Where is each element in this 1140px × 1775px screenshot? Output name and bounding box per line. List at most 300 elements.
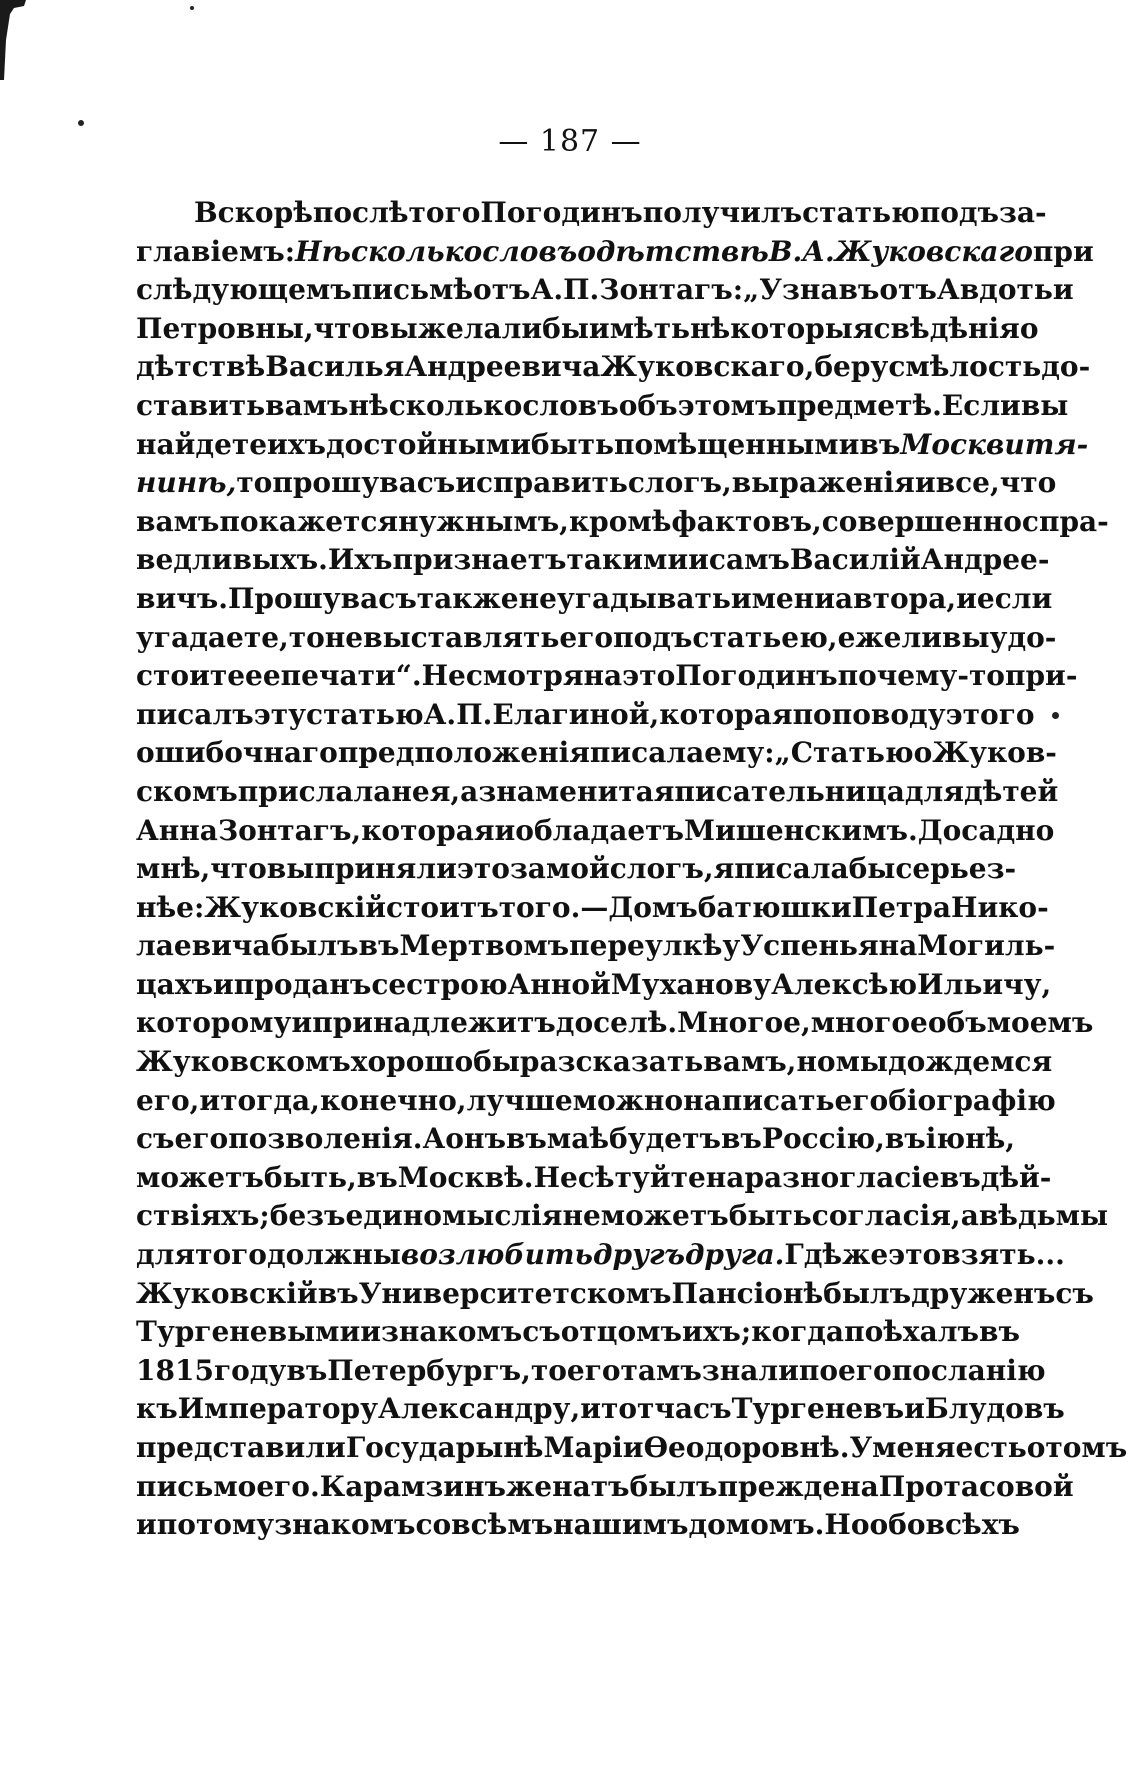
italic-word: друга. [684, 1238, 785, 1272]
word: что [999, 466, 1057, 500]
word: для [904, 774, 964, 808]
text-line [136, 1199, 1109, 1238]
scan-edge-mark [0, 0, 30, 80]
word: его [174, 1122, 229, 1156]
word: это [888, 1238, 942, 1272]
word: когда [751, 1315, 845, 1349]
word: васъ [340, 581, 417, 615]
word: серьез- [895, 852, 1017, 886]
word: къ [136, 1392, 178, 1426]
text-line [136, 350, 1091, 389]
italic-word: Нѣсколько [295, 234, 483, 268]
word: У [849, 1431, 873, 1464]
word: въ [720, 1122, 762, 1156]
word: дождемся [888, 1045, 1053, 1079]
word: Ихъ [327, 543, 393, 577]
word: въ [317, 1276, 359, 1310]
text-line [136, 813, 1055, 853]
word: Муханову [610, 967, 772, 1001]
word: поѣхалъ [844, 1315, 979, 1349]
word: письмо [136, 1469, 257, 1503]
word: Не [533, 1160, 578, 1194]
word: Мишенскимъ. [683, 813, 918, 847]
text-line [136, 1238, 1065, 1277]
word: о [913, 736, 933, 770]
word: по [798, 1353, 839, 1387]
word: мнѣ, [136, 852, 211, 886]
word: Жуков- [932, 736, 1057, 770]
text-line [136, 852, 1017, 891]
text-line [136, 620, 1057, 660]
word: тогда, [220, 1083, 320, 1117]
word: Василій [789, 543, 921, 577]
word: печати“. [280, 659, 422, 693]
word: безъ [269, 1199, 346, 1233]
text-line [136, 774, 1059, 814]
word: Анной [507, 967, 611, 1001]
word: объ [927, 1006, 987, 1040]
italic-word: В. [768, 234, 803, 268]
word: съ [1055, 1276, 1094, 1310]
word: Москвѣ. [397, 1160, 534, 1194]
word: батюшки [697, 890, 852, 924]
word: онъ [445, 1122, 506, 1156]
word: въ [939, 1160, 981, 1194]
word: за- [999, 196, 1047, 229]
word: это [456, 852, 510, 886]
word: имени [730, 581, 835, 615]
word: за [509, 852, 546, 886]
word: нѣкоторыя [690, 311, 874, 345]
word: въ [884, 1122, 926, 1156]
word: я [713, 852, 735, 886]
word: можно [572, 1083, 684, 1117]
word: того [408, 196, 481, 229]
word: А [422, 1122, 446, 1156]
word: о [1019, 311, 1039, 345]
word: его [566, 1353, 621, 1387]
word: я, [429, 774, 461, 808]
word: стоитъ [386, 890, 499, 924]
word: цахъ [136, 967, 213, 1001]
text-line [136, 1508, 1020, 1547]
word: тотчасъ [601, 1392, 732, 1426]
word: лаевича [136, 929, 271, 963]
word: Жуковскаго, [600, 350, 815, 384]
word: такими [566, 543, 689, 577]
word: совершенно [821, 504, 1022, 538]
word: Маріи [543, 1431, 644, 1464]
word: по [792, 697, 832, 731]
word: Андреевича [404, 350, 601, 384]
word: и [904, 1392, 925, 1426]
word: Успенья [740, 929, 879, 963]
word: и [914, 466, 936, 500]
text-line [136, 1006, 1094, 1045]
word: эту [253, 697, 307, 731]
word: ствіяхъ; [136, 1199, 270, 1233]
word: Гдѣ [784, 1238, 843, 1272]
body-text [136, 196, 1128, 1547]
word: если [976, 581, 1053, 615]
word: кромѣ [568, 504, 672, 538]
word: то [288, 620, 325, 654]
word: Многое, [677, 1006, 811, 1040]
word: на [583, 659, 623, 693]
word: предметѣ. [776, 388, 942, 422]
word: — [580, 890, 609, 924]
word: Могиль- [917, 929, 1056, 963]
word: а [460, 774, 479, 808]
word: не [391, 774, 430, 808]
word: въ [286, 1353, 328, 1387]
word: до- [1041, 350, 1091, 384]
word: ведливыхъ. [136, 543, 328, 577]
word: съ [136, 1122, 175, 1156]
word: что [210, 852, 267, 886]
word: ошибочнаго [136, 736, 338, 770]
word: также [416, 581, 519, 615]
text-line [136, 1160, 1052, 1200]
word: былъ [270, 929, 359, 963]
word: на [840, 1469, 879, 1503]
word: отъ [473, 273, 531, 307]
text-line [136, 196, 1047, 235]
word: не [324, 620, 364, 654]
text-line [136, 929, 1056, 968]
text-line [136, 1276, 1094, 1316]
word: почему-то [837, 659, 1005, 693]
word: статью [802, 196, 920, 229]
word: имѣть [588, 311, 691, 345]
text-line [136, 890, 1049, 930]
word: разногласіе [744, 1160, 940, 1194]
word: Пансіонѣ [671, 1276, 824, 1310]
word: о [1026, 1431, 1046, 1464]
text-line [136, 504, 1109, 544]
word: этомъ [677, 388, 777, 422]
word: домомъ. [688, 1508, 825, 1542]
word: вамъ [265, 388, 349, 422]
word: въ [859, 427, 901, 461]
italic-word: Москвитя- [900, 427, 1089, 461]
word: былъ [823, 1276, 912, 1310]
word: выраженія [731, 466, 915, 500]
word: можетъ [600, 1199, 729, 1233]
word: помѣщенными [613, 427, 860, 461]
word: друженъ [911, 1276, 1056, 1310]
word: П. [563, 273, 600, 307]
word: его. [256, 1469, 320, 1503]
word: проданъ [233, 967, 372, 1001]
word: съ [522, 1315, 561, 1349]
word: дѣй- [980, 1160, 1052, 1194]
word: послѣ [312, 196, 409, 229]
word: Зонтагъ: [599, 273, 744, 307]
word: знакомъ [381, 1315, 523, 1349]
word: быть, [263, 1160, 357, 1194]
text-line [136, 1431, 1128, 1470]
word: нужнымъ, [398, 504, 569, 538]
word: Петровны, [136, 311, 314, 345]
word: мы [835, 1045, 888, 1079]
word: конечно, [319, 1083, 467, 1117]
word: Домъ [608, 890, 698, 924]
text-line [136, 427, 1089, 467]
word: на [878, 929, 918, 963]
text-line [136, 1315, 1020, 1354]
word: Василья [265, 350, 405, 384]
word: васъ [379, 466, 456, 500]
word: многое [810, 1006, 928, 1040]
word: писалъ [136, 697, 254, 731]
word: прошу [272, 466, 380, 500]
word: позволенія. [228, 1122, 423, 1156]
word: и [213, 967, 234, 1001]
word: покажется [219, 504, 399, 538]
word: Зонтагъ, [217, 813, 362, 847]
word: взять... [941, 1238, 1065, 1272]
text-line [136, 234, 1094, 274]
text-line [136, 466, 1057, 505]
word: статьею, [692, 620, 838, 654]
word: Андрее- [920, 543, 1050, 577]
word: и [956, 581, 977, 615]
word: Жуковскомъ [136, 1045, 351, 1079]
word: мы [1055, 1199, 1109, 1233]
word: для [136, 1238, 196, 1272]
word: сестрою [371, 967, 508, 1001]
text-line [136, 967, 1052, 1007]
text-line [136, 1392, 1065, 1431]
word: свѣдѣнія [873, 311, 1020, 345]
word: Петра [851, 890, 951, 924]
word: не [562, 1199, 601, 1233]
word: не [518, 581, 557, 615]
word: томъ [1045, 1431, 1128, 1464]
scan-speck [190, 6, 194, 10]
word: сѣтуйте [577, 1160, 706, 1194]
word: бы [848, 852, 896, 886]
word: Нико- [950, 890, 1049, 924]
word: нѣе: [136, 890, 205, 924]
word: слогъ, [627, 466, 732, 500]
word: беру [814, 350, 889, 384]
word: тамъ [620, 1353, 702, 1387]
word: которая [361, 813, 495, 847]
word: обладаетъ [515, 813, 684, 847]
word: согласія, [811, 1199, 961, 1233]
word: Блудовъ [924, 1392, 1065, 1426]
word: и [199, 1083, 221, 1117]
word: это [622, 659, 676, 693]
text-line [136, 273, 1074, 312]
text-line [136, 659, 1078, 698]
word: можетъ [136, 1160, 264, 1194]
word: желали [417, 311, 543, 345]
word: знали [701, 1353, 799, 1387]
word: на [705, 1160, 745, 1194]
text-line [136, 1469, 1074, 1509]
word: маѣ [546, 1122, 610, 1156]
word: біографію [888, 1083, 1056, 1117]
scan-speck [1052, 712, 1059, 719]
text-line [136, 388, 1069, 428]
word: Погодинъ [675, 659, 838, 693]
text-line [136, 543, 1050, 582]
word: вѣдь [978, 1199, 1056, 1233]
word: автора, [835, 581, 957, 615]
word: году [213, 1353, 287, 1387]
word: Анна [136, 813, 218, 847]
word: нѣсколько [348, 388, 523, 422]
word: знаменитая [478, 774, 675, 808]
word: моемъ [986, 1006, 1094, 1040]
word: Государынѣ [345, 1431, 544, 1464]
text-line [136, 736, 1057, 775]
word: Погодинъ [480, 196, 643, 229]
word: то [530, 1353, 567, 1387]
word: дѣтствѣ [136, 350, 266, 384]
italic-word: Жуковскаго [834, 234, 1033, 268]
word: меня [872, 1431, 956, 1464]
word: мой [545, 852, 610, 886]
text-line [136, 1122, 1016, 1161]
word: Если [941, 388, 1021, 422]
word: вичъ. [136, 581, 228, 615]
word: всѣмъ [451, 1508, 554, 1542]
word: главіемъ: [136, 234, 296, 268]
italic-word: дѣтствѣ [595, 234, 769, 268]
word: прислала [237, 774, 392, 808]
word: ему: [704, 736, 775, 770]
word: и [136, 1508, 157, 1542]
word: угадывать [556, 581, 731, 615]
word: доселѣ. [555, 1006, 678, 1040]
word: смѣлость [888, 350, 1042, 384]
word: подъ [919, 196, 1000, 229]
word: смотря [465, 659, 584, 693]
word: а [960, 1199, 979, 1233]
word: при- [1004, 659, 1078, 693]
word: есть [955, 1431, 1027, 1464]
word: должны [266, 1238, 401, 1272]
word: его [834, 1083, 889, 1117]
word: то [236, 466, 273, 500]
text-line [136, 581, 1053, 621]
italic-word: о [577, 234, 596, 268]
word: хорошо [350, 1045, 474, 1079]
word: отъ [879, 273, 937, 307]
word: разсказать [519, 1045, 704, 1079]
word: предположенія [337, 736, 590, 770]
word: женатъ [505, 1469, 630, 1503]
word: П. [456, 697, 493, 731]
word: Жуковскій [204, 890, 387, 924]
word: 1815 [136, 1353, 214, 1387]
word: подъ [613, 620, 693, 654]
word: Но [824, 1508, 870, 1542]
word: словъ [522, 388, 619, 422]
word: Императору [177, 1392, 379, 1426]
word: Карамзинъ [319, 1469, 506, 1503]
italic-word: нинѣ, [136, 466, 237, 500]
italic-word: А. [802, 234, 835, 268]
word: что [313, 311, 371, 345]
word: слѣдующемъ [136, 273, 352, 307]
word: Протасовой [878, 1469, 1074, 1503]
word: спра- [1021, 504, 1109, 538]
word: со [415, 1508, 452, 1542]
italic-word: словъ [482, 234, 578, 268]
word: „Статью [774, 736, 914, 770]
text-line [136, 311, 1039, 351]
word: этого [945, 697, 1035, 731]
italic-word: другъ [593, 1238, 685, 1272]
word: представили [136, 1431, 346, 1464]
word: ставить [136, 388, 266, 422]
word: и [291, 1006, 313, 1040]
word: статью [306, 697, 424, 731]
word: и [580, 1392, 602, 1426]
text-line [136, 697, 1035, 737]
word: быть [530, 427, 614, 461]
word: вы [266, 852, 315, 886]
word: вы [370, 311, 418, 345]
word: слогъ, [609, 852, 714, 886]
word: вы [941, 620, 990, 654]
word: письмѣ [351, 273, 474, 307]
text-line [136, 1353, 1046, 1393]
word: Ѳеодоровнѣ. [643, 1431, 850, 1464]
word: „Узнавъ [743, 273, 880, 307]
word: знакомъ [274, 1508, 416, 1542]
word: приняли [314, 852, 457, 886]
word: іюнѣ, [925, 1122, 1016, 1156]
word: но [796, 1045, 836, 1079]
italic-word: возлюбить [400, 1238, 594, 1272]
word: угадаете, [136, 620, 289, 654]
word: Прошу [227, 581, 341, 615]
word: фактовъ, [671, 504, 822, 538]
word: получилъ [642, 196, 803, 229]
word: бы [542, 311, 589, 345]
word: стоите [136, 659, 246, 693]
word: прежде [717, 1469, 841, 1503]
word: и [688, 543, 709, 577]
word: ее [245, 659, 281, 693]
word: объ [618, 388, 678, 422]
word: Алексѣю [771, 967, 918, 1001]
word: потому [156, 1508, 275, 1542]
word: всѣхъ [925, 1508, 1020, 1542]
word: найдете [136, 427, 268, 461]
text-line [136, 1083, 1056, 1123]
word: Вскорѣ [194, 196, 313, 229]
word: переулкѣ [569, 929, 723, 963]
text-line [136, 1045, 1053, 1084]
word: его, [136, 1083, 200, 1117]
word: при [1032, 234, 1094, 268]
word: написать [683, 1083, 835, 1117]
word: все, [935, 466, 1000, 500]
word: вамъ [136, 504, 220, 538]
word: поводу [831, 697, 946, 731]
word: писательница [674, 774, 905, 808]
word: Тургеневъ [731, 1392, 905, 1426]
word: Жуковскій [136, 1276, 318, 1310]
word: скомъ [136, 774, 238, 808]
